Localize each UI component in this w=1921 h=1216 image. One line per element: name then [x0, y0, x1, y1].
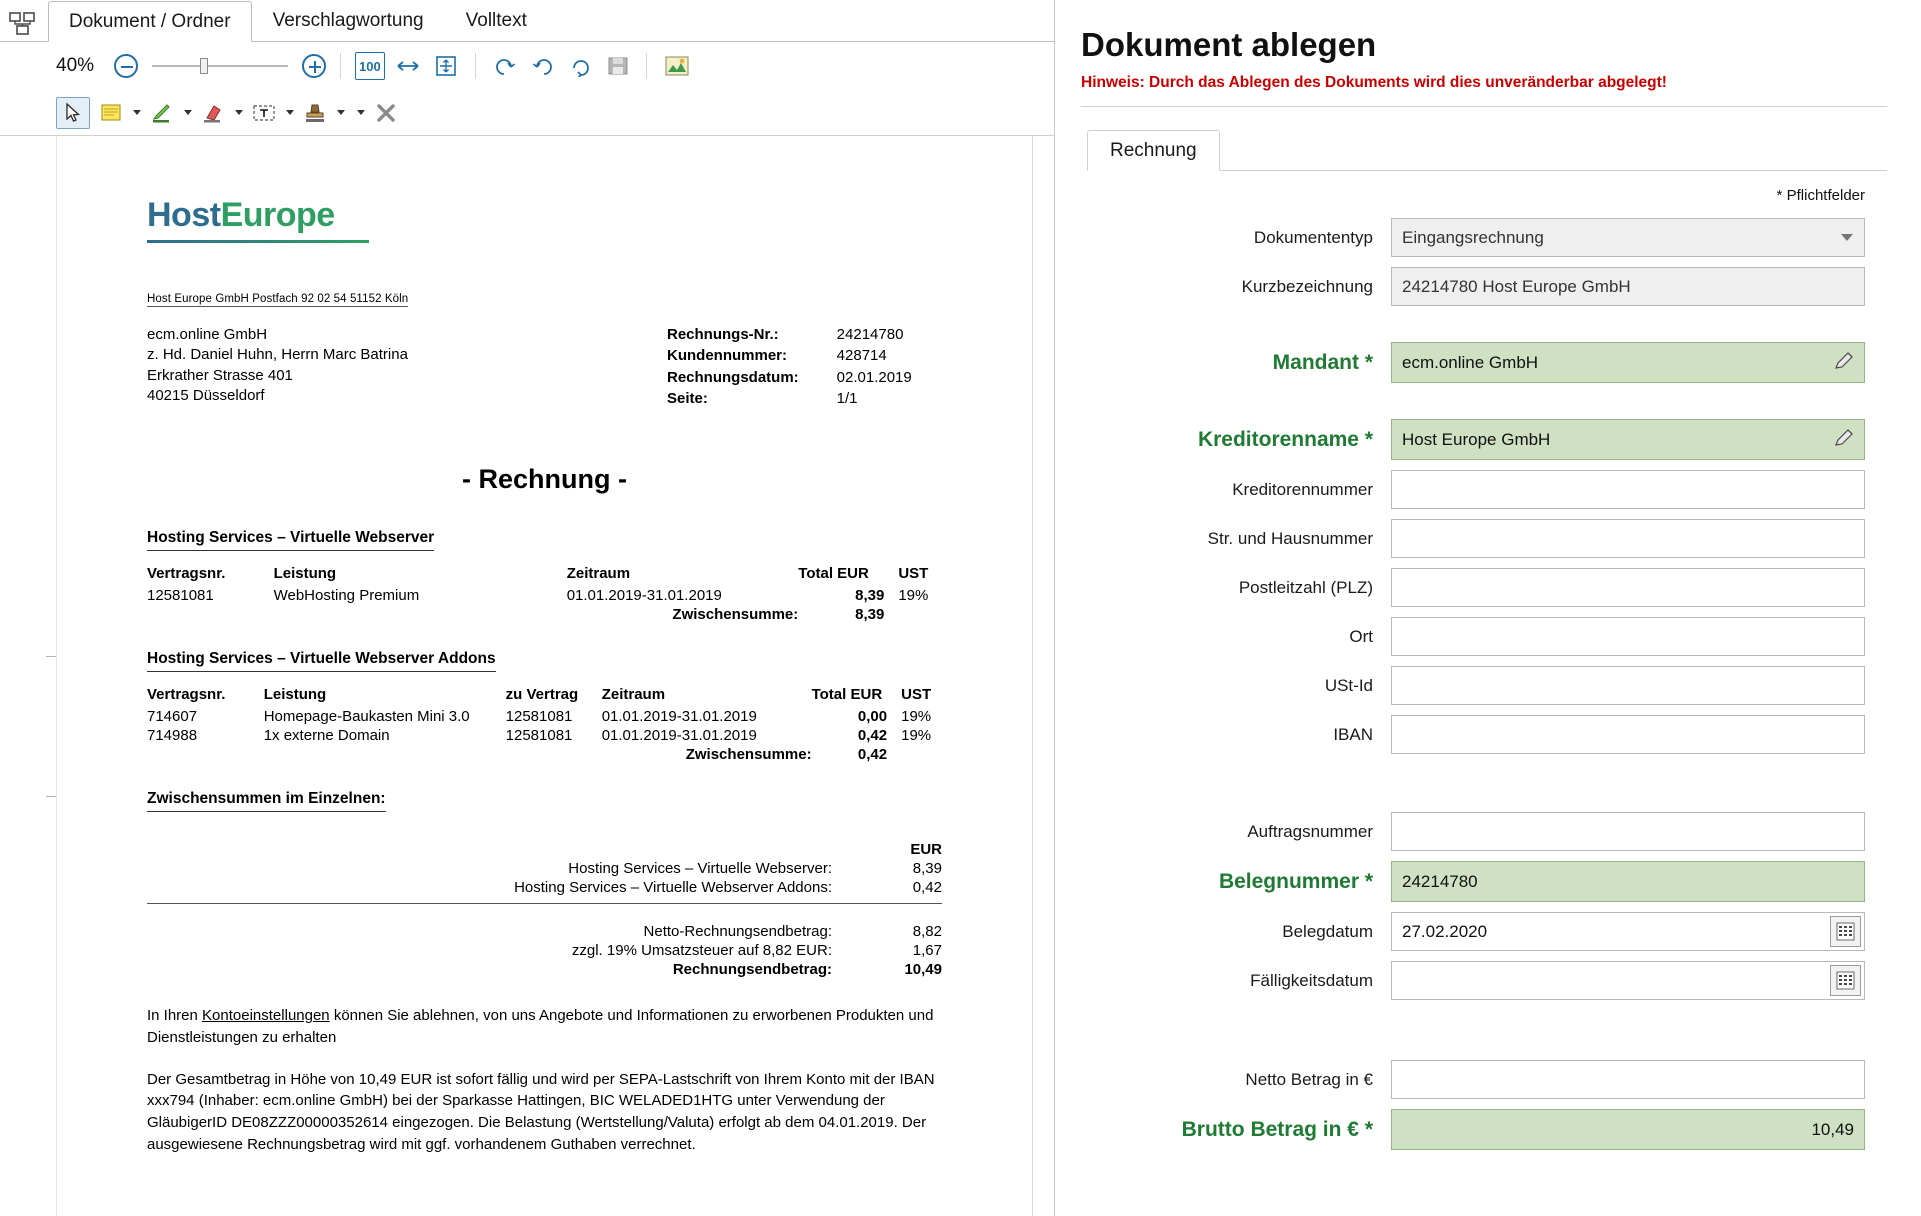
postleitzahl-input[interactable] [1391, 568, 1865, 607]
column-header: UST [898, 565, 929, 582]
panel-divider [1081, 106, 1887, 107]
label-mandant: Mandant * [1272, 350, 1373, 374]
toolbar-separator [475, 53, 476, 79]
column-header: Vertragsnr. [147, 686, 226, 703]
cell-leistung: 1x externe Domain [263, 727, 390, 744]
netto-betrag-input[interactable] [1391, 1060, 1865, 1099]
total-label: Rechnungsendbetrag: [672, 961, 832, 978]
cell-ust: 19% [901, 708, 932, 725]
annotation-toolbar [0, 90, 1054, 136]
meta-key: Rechnungsdatum: [667, 368, 799, 386]
field-row-faelligkeitsdatum [1091, 961, 1865, 1000]
label-str-und-hausnummer: Str. und Hausnummer [1207, 528, 1373, 548]
cell-vertragsnr: 12581081 [147, 587, 214, 604]
auftragsnummer-input[interactable] [1391, 812, 1865, 851]
kurzbezeichnung-value: 24214780 Host Europe GmbH [1402, 276, 1631, 296]
section-hosting-addons [147, 650, 942, 764]
faelligkeitsdatum-input[interactable] [1391, 961, 1865, 1000]
label-auftragsnummer: Auftragsnummer [1247, 821, 1373, 841]
label-netto-betrag: Netto Betrag in € [1245, 1069, 1373, 1089]
ust-id-input[interactable] [1391, 666, 1865, 705]
eraser-icon[interactable] [196, 97, 230, 129]
stamp-dropdown-caret[interactable] [337, 110, 345, 115]
logo-part-europe: Europe [220, 196, 335, 234]
zoom-slider[interactable] [152, 56, 288, 76]
summary-value: 0,42 [912, 879, 942, 896]
brutto-betrag-input[interactable] [1391, 1109, 1865, 1150]
zoom-in-button[interactable] [302, 54, 326, 78]
fit-width-icon[interactable] [393, 52, 423, 80]
zoom-level-label: 40% [56, 55, 95, 76]
label-kreditorennummer: Kreditorennummer [1232, 479, 1373, 499]
logo-part-host: Host [147, 196, 221, 234]
kontoeinstellungen-link[interactable]: Kontoeinstellungen [202, 1007, 330, 1024]
brutto-betrag-value: 10,49 [1811, 1119, 1854, 1139]
total-line [147, 922, 942, 941]
cell-ust: 19% [901, 727, 932, 744]
label-faelligkeitsdatum: Fälligkeitsdatum [1250, 970, 1373, 990]
edit-pencil-icon[interactable] [1833, 350, 1855, 372]
table-row [147, 586, 942, 605]
host-europe-logo [147, 196, 942, 243]
edit-pencil-icon[interactable] [1833, 427, 1855, 449]
iban-input[interactable] [1391, 715, 1865, 754]
sticky-note-icon[interactable] [94, 97, 128, 129]
meta-key: Seite: [667, 389, 708, 407]
rotate-left-icon[interactable] [490, 52, 520, 80]
total-value: 8,82 [912, 923, 942, 940]
label-belegnummer: Belegnummer * [1218, 869, 1373, 893]
viewer-tabbar [0, 0, 1054, 42]
column-header: Leistung [273, 565, 337, 582]
field-row-kurzbezeichnung [1091, 267, 1865, 306]
recipient-address [147, 325, 667, 410]
summary-label: Hosting Services – Virtuelle Webserver: [568, 860, 832, 877]
panel-title: Dokument ablegen [1081, 26, 1377, 63]
summary-line [147, 878, 942, 897]
sticky-note-dropdown-caret[interactable] [133, 110, 141, 115]
chevron-down-icon[interactable] [1841, 234, 1853, 241]
fit-page-icon[interactable] [431, 52, 461, 80]
summary-line [147, 859, 942, 878]
paragraph-text: können Sie ablehnen, von uns Angebote und Informationen zu erworbenen Produkten und Dienstleistungen zu erhalten [147, 1007, 934, 1046]
total-line [147, 960, 942, 979]
meta-value: 1/1 [836, 389, 858, 407]
recipient-line: z. Hd. Daniel Huhn, Herrn Marc Batrina [147, 346, 408, 364]
paragraph-lastschrift: Der Gesamtbetrag in Höhe von 10,49 EUR ist sofort fällig und wird per SEPA-Lastschrift von Ihrem Konto mit der IBAN xxx794 (Inhaber: ecm.online GmbH) bei der Sparkasse Hattingen, BIC WELADED1HTG unter Verwendung der GläubigerID DE08ZZZ00000352614 eingezogen. Die Belastung (Wertstellung/Valuta) erfolgt ab dem 04.01.2019. Der ausgewiesene Rechnungsbetrag wird mit ggf. vorhandenem Guthaben verrechnet. [147, 1070, 935, 1153]
document-filing-panel [1055, 0, 1921, 1216]
cell-leistung: Homepage-Baukasten Mini 3.0 [263, 708, 470, 725]
meta-value: 24214780 [836, 326, 904, 343]
currency-header: EUR [910, 841, 942, 858]
label-belegdatum: Belegdatum [1282, 921, 1373, 941]
column-header: UST [901, 686, 932, 703]
table-row [147, 726, 942, 745]
cell-zuvertrag: 12581081 [505, 727, 573, 744]
zoom-toolbar [0, 42, 1054, 90]
label-dokumententyp: Dokumententyp [1253, 227, 1373, 247]
cell-total: 0,00 [857, 708, 888, 725]
label-ust-id: USt-Id [1324, 675, 1373, 695]
document-scroll-area[interactable] [0, 136, 1054, 1216]
field-row-postleitzahl [1091, 568, 1865, 607]
eraser-dropdown-caret[interactable] [235, 110, 243, 115]
document-structure-icon[interactable] [8, 10, 38, 36]
subtotal-label: Zwischensumme: [685, 746, 812, 763]
zoom-100-button[interactable]: 100 [355, 52, 385, 80]
document-title: - Rechnung - [462, 464, 627, 494]
stamp-icon[interactable] [298, 97, 332, 129]
meta-value: 428714 [836, 347, 887, 365]
ort-input[interactable] [1391, 617, 1865, 656]
dokumententyp-value: Eingangsrechnung [1402, 227, 1544, 247]
paragraph-text: In Ihren [147, 1007, 203, 1024]
column-header: Zeitraum [566, 565, 631, 582]
column-header: Zeitraum [601, 686, 666, 703]
subtotal-value: 0,42 [857, 746, 888, 763]
delete-annotation-icon[interactable] [369, 97, 403, 129]
total-label: zzgl. 19% Umsatzsteuer auf 8,82 EUR: [571, 942, 832, 959]
field-row-ort [1091, 617, 1865, 656]
tab-label: Verschlagwortung [272, 10, 424, 31]
panel-warning-hint: Hinweis: Durch das Ablegen des Dokuments wird dies unveränderbar abgelegt! [1081, 74, 1667, 91]
sender-address-line: Host Europe GmbH Postfach 92 02 54 51152 Köln [147, 293, 409, 305]
zoom-out-button[interactable] [114, 54, 138, 78]
page-rail [0, 136, 56, 1216]
field-row-kreditorenname [1091, 419, 1865, 460]
required-fields-note: * Pflichtfelder [1776, 187, 1865, 204]
section-hosting-services [147, 529, 942, 624]
text-box-dropdown-caret[interactable] [286, 110, 294, 115]
cell-zuvertrag: 12581081 [505, 708, 573, 725]
cell-leistung: WebHosting Premium [273, 587, 420, 604]
column-header: Total EUR [811, 686, 883, 703]
more-tools-caret[interactable] [357, 110, 365, 115]
dokumententyp-select[interactable] [1391, 218, 1865, 257]
field-row-ust-id [1091, 666, 1865, 705]
field-row-dokumententyp [1091, 218, 1865, 257]
field-row-belegnummer [1091, 861, 1865, 902]
recipient-line: ecm.online GmbH [147, 326, 268, 343]
document-page [56, 136, 1033, 1216]
meta-value: 02.01.2019 [836, 368, 912, 386]
kurzbezeichnung-input[interactable] [1391, 267, 1865, 306]
field-row-mandant [1091, 342, 1865, 383]
tab-verschlagwortung[interactable] [252, 0, 445, 41]
meta-key: Kundennummer: [667, 347, 787, 365]
field-row-kreditorennummer [1091, 470, 1865, 509]
cell-ust: 19% [898, 587, 929, 604]
meta-key: Rechnungs-Nr.: [667, 326, 779, 343]
subtotal-value: 8,39 [855, 606, 885, 623]
section-summary [147, 790, 942, 979]
summary-label: Hosting Services – Virtuelle Webserver Addons: [514, 879, 832, 896]
total-line [147, 941, 942, 960]
cell-vertragsnr: 714607 [147, 708, 198, 725]
cell-zeitraum: 01.01.2019-31.01.2019 [601, 727, 757, 744]
select-tool-icon[interactable] [56, 97, 90, 129]
belegnummer-input[interactable] [1391, 861, 1865, 902]
recipient-line: 40215 Düsseldorf [147, 386, 265, 404]
label-ort: Ort [1349, 626, 1373, 646]
paragraph-kontoeinstellungen [147, 1005, 942, 1049]
summary-heading: Zwischensummen im Einzelnen: [147, 790, 386, 812]
cell-zeitraum: 01.01.2019-31.01.2019 [601, 708, 757, 725]
field-row-belegdatum [1091, 912, 1865, 951]
label-postleitzahl: Postleitzahl (PLZ) [1238, 577, 1373, 597]
tab-dokument-ordner[interactable] [48, 1, 252, 42]
toolbar-separator [646, 53, 647, 79]
metadata-form [1081, 171, 1887, 1150]
str-und-hausnummer-input[interactable] [1391, 519, 1865, 558]
field-row-netto-betrag [1091, 1060, 1865, 1099]
label-iban: IBAN [1333, 724, 1373, 744]
summary-value: 8,39 [912, 860, 942, 877]
kreditorenname-input[interactable] [1391, 419, 1865, 460]
section-heading: Hosting Services – Virtuelle Webserver [147, 529, 434, 551]
cell-zeitraum: 01.01.2019-31.01.2019 [566, 587, 722, 604]
recipient-line: Erkrather Strasse 401 [147, 366, 293, 384]
field-row-brutto-betrag [1091, 1109, 1865, 1150]
mandant-input[interactable] [1391, 342, 1865, 383]
rotate-page-icon[interactable] [566, 52, 596, 80]
toolbar-separator [340, 53, 341, 79]
total-value: 10,49 [904, 961, 942, 978]
field-row-str-und-hausnummer [1091, 519, 1865, 558]
cell-total: 0,42 [857, 727, 888, 744]
tab-label: Rechnung [1110, 139, 1197, 161]
calendar-icon[interactable] [1830, 965, 1861, 996]
kreditorennummer-input[interactable] [1391, 470, 1865, 509]
panel-tabbar [1087, 129, 1887, 171]
belegdatum-input[interactable] [1391, 912, 1865, 951]
field-row-iban [1091, 715, 1865, 754]
save-icon[interactable] [604, 52, 632, 80]
highlighter-dropdown-caret[interactable] [184, 110, 192, 115]
rotate-right-icon[interactable] [528, 52, 558, 80]
subtotal-row [147, 745, 942, 764]
section-heading: Hosting Services – Virtuelle Webserver Addons [147, 650, 496, 672]
tab-rechnung[interactable] [1087, 130, 1220, 171]
label-kreditorenname: Kreditorenname * [1197, 427, 1373, 451]
total-label: Netto-Rechnungsendbetrag: [643, 923, 832, 940]
field-row-auftragsnummer [1091, 812, 1865, 851]
belegnummer-value: 24214780 [1402, 871, 1478, 891]
invoice-meta [667, 325, 912, 410]
label-brutto-betrag: Brutto Betrag in € * [1181, 1117, 1373, 1141]
belegdatum-value: 27.02.2020 [1402, 921, 1488, 941]
tab-volltext[interactable] [445, 0, 548, 41]
subtotal-row [147, 605, 942, 624]
text-box-icon[interactable] [247, 97, 281, 129]
image-settings-icon[interactable] [661, 52, 693, 80]
tab-label: Dokument / Ordner [69, 10, 231, 32]
cell-vertragsnr: 714988 [147, 727, 198, 744]
cell-total: 8,39 [855, 587, 885, 604]
table-row [147, 707, 942, 726]
column-header: Total EUR [798, 565, 869, 582]
tab-label: Volltext [465, 10, 527, 31]
column-header: zu Vertrag [505, 686, 579, 703]
calendar-icon[interactable] [1830, 916, 1861, 947]
kreditorenname-value: Host Europe GmbH [1402, 429, 1551, 449]
label-kurzbezeichnung: Kurzbezeichnung [1241, 276, 1373, 296]
subtotal-label: Zwischensumme: [672, 606, 799, 623]
column-header: Leistung [263, 686, 327, 703]
total-value: 1,67 [912, 942, 942, 959]
highlighter-icon[interactable] [145, 97, 179, 129]
column-header: Vertragsnr. [147, 565, 226, 582]
mandant-value: ecm.online GmbH [1402, 352, 1539, 372]
